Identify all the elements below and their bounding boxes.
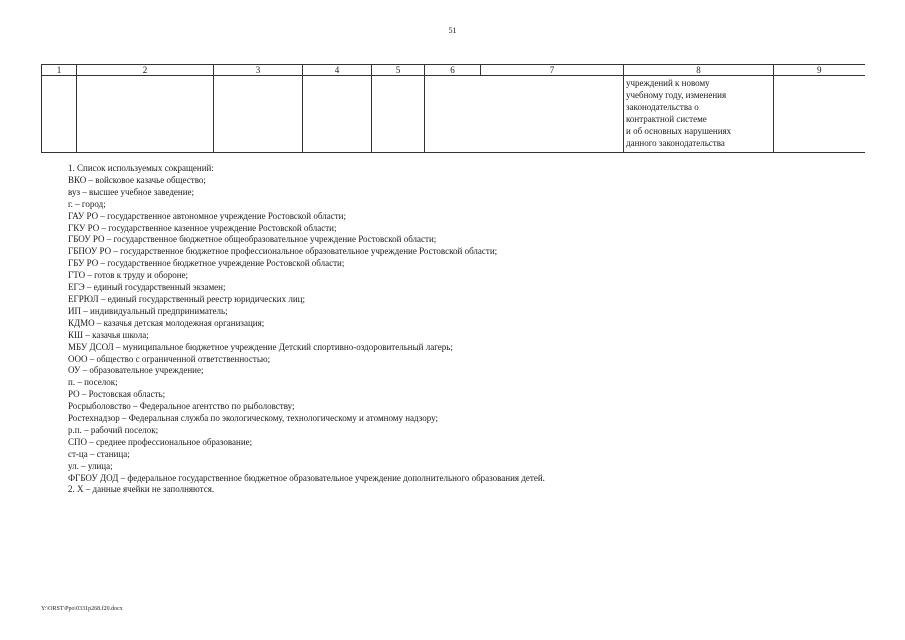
note-line: ул. – улица; [68, 460, 113, 471]
note-line: 2. Х – данные ячейки не заполняются. [68, 484, 215, 495]
notes-list [68, 163, 545, 496]
note-line: ЕГРЮЛ – единый государственный реестр юридических лиц; [68, 293, 305, 304]
table-cell [425, 76, 481, 153]
note-line: Ростехнадзор – Федеральная служба по экологическому, технологическому и атомному надзору; [68, 413, 438, 424]
note-line: ОУ – образовательное учреждение; [68, 365, 204, 376]
note-line: г. – город; [68, 198, 106, 209]
table-row [42, 76, 865, 153]
column-header-8: 8 [624, 65, 774, 76]
note-line: ФГБОУ ДОД – федеральное государственное бюджетное образовательное учреждение дополнительного образования детей. [68, 472, 545, 483]
note-line: ООО – общество с ограниченной ответственностью; [68, 353, 271, 364]
note-line: п. – поселок; [68, 377, 118, 388]
note-line: МБУ ДСОЛ – муниципальное бюджетное учреждение Детский спортивно-оздоровительный лагерь; [68, 341, 453, 352]
note-line: ГАУ РО – государственное автономное учреждение Ростовской области; [68, 210, 346, 221]
column-header-4: 4 [303, 65, 372, 76]
table-cell [42, 76, 77, 153]
table-cell [77, 76, 214, 153]
note-line: ГТО – готов к труду и обороне; [68, 270, 189, 281]
data-table [41, 64, 865, 153]
footer-file-path: Y:\ORST\Ppo\0331p268.f20.docx [41, 606, 123, 612]
note-line: СПО – среднее профессиональное образование; [68, 436, 253, 447]
header-row [42, 65, 865, 76]
note-line: КДМО – казачья детская молодежная организация; [68, 317, 265, 328]
note-line: РО – Ростовская область; [68, 389, 166, 400]
column-header-1: 1 [42, 65, 77, 76]
note-line: ИП – индивидуальный предприниматель; [68, 305, 228, 316]
note-line: ГБПОУ РО – государственное бюджетное профессиональное образовательное учреждение Ростовской области; [68, 246, 498, 257]
column-header-5: 5 [372, 65, 425, 76]
note-line: вуз – высшее учебное заведение; [68, 186, 195, 197]
note-line: ВКО – войсковое казачье общество; [68, 174, 206, 185]
note-line: 1. Список используемых сокращений: [68, 163, 214, 173]
column-header-7: 7 [481, 65, 624, 76]
table-cell [624, 76, 774, 153]
note-line: ЕГЭ – единый государственный экзамен; [68, 282, 226, 293]
page-number: 51 [448, 26, 457, 35]
table-cell [372, 76, 425, 153]
table-cell [481, 76, 624, 153]
note-line: Росрыболовство – Федеральное агентство по рыболовству; [68, 401, 295, 412]
table-cell [303, 76, 372, 153]
table-cell [774, 76, 865, 153]
note-line: ГБОУ РО – государственное бюджетное общеобразовательное учреждение Ростовской области; [68, 234, 437, 245]
column-header-6: 6 [425, 65, 481, 76]
note-line: ст-ца – станица; [68, 448, 130, 459]
column-header-2: 2 [77, 65, 214, 76]
col8-cell-text: учреждений к новому учебному году, изменения законодательства о контрактной системе и об основных нарушениях данного законодательства [626, 78, 732, 148]
note-line: р.п. – рабочий поселок; [68, 424, 159, 435]
column-header-3: 3 [214, 65, 303, 76]
table-cell [214, 76, 303, 153]
note-line: ГКУ РО – государственное казенное учреждение Ростовской области; [68, 222, 337, 233]
note-line: ГБУ РО – государственное бюджетное учреждение Ростовской области; [68, 258, 345, 269]
column-header-9: 9 [774, 65, 865, 76]
note-line: КШ – казачья школа; [68, 329, 149, 340]
